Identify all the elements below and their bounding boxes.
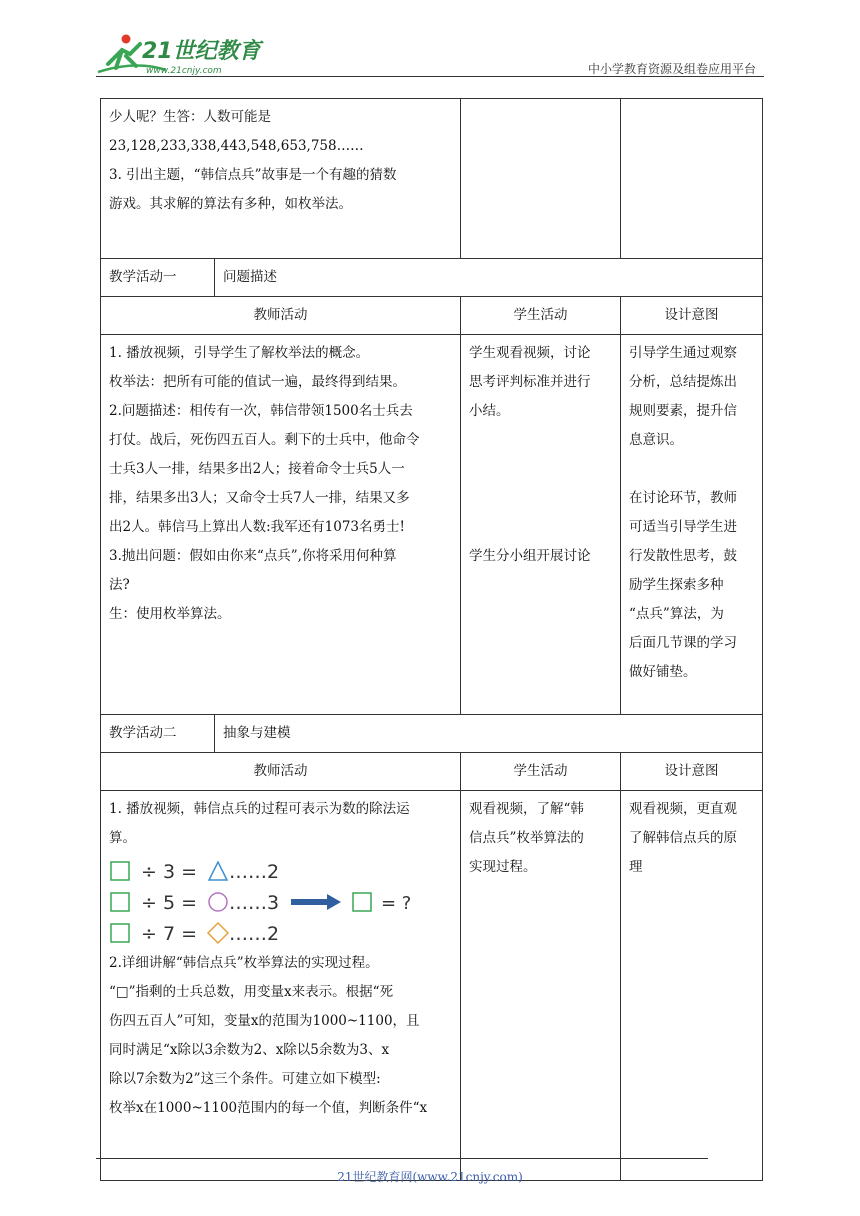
activity2-design-cell	[621, 791, 763, 1181]
student-line: 实现过程。	[469, 859, 537, 875]
activity2-label: 教学活动二	[101, 715, 215, 753]
teacher-line: 枚举x在1000~1100范围内的每一个值，判断条件“x	[109, 1100, 428, 1116]
activity1-student-cell	[461, 335, 621, 715]
teacher-line: 伤四五百人”可知，变量x的范围为1000~1100，且	[109, 1013, 420, 1029]
design-line: 引导学生通过观察	[629, 345, 738, 361]
answer-box-icon	[111, 893, 129, 911]
activity1-title: 问题描述	[215, 259, 763, 297]
teacher-line: 士兵3人一排，结果多出2人；接着命令士兵5人一	[109, 461, 405, 477]
intro-line: 3. 引出主题，“韩信点兵”故事是一个有趣的猜数	[109, 167, 397, 183]
design-line: 后面几节课的学习	[629, 635, 738, 651]
teacher-line: 枚举法：把所有可能的值试一遍，最终得到结果。	[109, 374, 406, 390]
answer-box-icon	[111, 862, 129, 880]
design-line: 可适当引导学生进	[629, 519, 738, 535]
intro-design-cell	[621, 99, 763, 259]
design-line: 观看视频，更直观	[629, 801, 738, 817]
lesson-table	[100, 98, 763, 1181]
student-line: 学生分小组开展讨论	[469, 548, 591, 564]
formula-svg	[109, 857, 429, 949]
teacher-line: 3.抛出问题：假如由你来“点兵”,你将采用何种算	[109, 548, 397, 564]
student-line: 观看视频，了解“韩	[469, 801, 584, 817]
intro-row	[101, 99, 763, 259]
teacher-line: 1. 播放视频，韩信点兵的过程可表示为数的除法运	[109, 801, 410, 817]
teacher-line: 打仗。战后，死伤四五百人。剩下的士兵中，他命令	[109, 432, 420, 448]
col-design-intent: 设计意图	[621, 297, 763, 335]
col-student-activity: 学生活动	[461, 753, 621, 791]
logo-21cnjy	[96, 30, 266, 78]
teacher-line: 排，结果多出3人；又命令士兵7人一排，结果又多	[109, 490, 410, 506]
teacher-line: 算。	[109, 830, 136, 846]
activity2-column-headers	[101, 753, 763, 791]
diamond-icon	[208, 923, 228, 943]
design-line: 息意识。	[629, 432, 684, 448]
answer-box-icon	[353, 893, 371, 911]
design-line: 理	[629, 859, 643, 875]
footer-rule	[96, 1158, 708, 1159]
teacher-line: “□”指剩的士兵总数，用变量x来表示。根据“死	[109, 984, 394, 1000]
activity2-title-row	[101, 715, 763, 753]
activity2-teacher-cell	[101, 791, 461, 1181]
intro-cell	[101, 99, 461, 259]
intro-line: 23,128,233,338,443,548,653,758……	[109, 138, 364, 154]
design-line: “点兵”算法，为	[629, 606, 724, 622]
intro-student-cell	[461, 99, 621, 259]
col-design-intent: 设计意图	[621, 753, 763, 791]
student-line: 思考评判标准并进行	[469, 374, 591, 390]
teacher-line: 1. 播放视频，引导学生了解枚举法的概念。	[109, 345, 370, 361]
activity1-column-headers	[101, 297, 763, 335]
activity2-student-cell	[461, 791, 621, 1181]
student-line: 小结。	[469, 403, 510, 419]
division-operator: ÷ 5 =	[141, 892, 198, 914]
col-teacher-activity: 教师活动	[101, 297, 461, 335]
header-rule	[96, 76, 764, 77]
teacher-line: 同时满足“x除以3余数为2、x除以5余数为3、x	[109, 1042, 390, 1058]
activity1-title-row	[101, 259, 763, 297]
circle-icon	[209, 893, 227, 911]
page-header	[96, 30, 764, 78]
design-line: 分析，总结提炼出	[629, 374, 738, 390]
intro-line: 少人呢？生答：人数可能是	[109, 109, 271, 125]
triangle-icon	[209, 862, 227, 880]
design-line: 做好铺垫。	[629, 664, 697, 680]
logo-url: www.21cnjy.com	[146, 66, 222, 76]
design-line: 在讨论环节，教师	[629, 490, 738, 506]
teacher-line: 出2人。韩信马上算出人数:我军还有1073名勇士!	[109, 519, 405, 535]
remainder-text: ……2	[229, 923, 280, 945]
student-line: 信点兵”枚举算法的	[469, 830, 584, 846]
arrow-right-icon	[291, 894, 341, 910]
footer-source: 21世纪教育网(www.21cnjy.com)	[337, 1170, 523, 1184]
design-line: 规则要素，提升信	[629, 403, 738, 419]
result-question: = ?	[381, 893, 412, 914]
division-formula-figure	[109, 857, 452, 949]
remainder-text: ……2	[229, 861, 280, 883]
design-line: 了解韩信点兵的原	[629, 830, 738, 846]
activity1-design-cell	[621, 335, 763, 715]
col-teacher-activity: 教师活动	[101, 753, 461, 791]
answer-box-icon	[111, 924, 129, 942]
design-line: 励学生探索多种	[629, 577, 724, 593]
platform-title: 中小学教育资源及组卷应用平台	[587, 62, 756, 76]
division-operator: ÷ 3 =	[141, 861, 198, 883]
division-operator: ÷ 7 =	[141, 923, 198, 945]
col-student-activity: 学生活动	[461, 297, 621, 335]
teacher-line: 生：使用枚举算法。	[109, 606, 231, 622]
remainder-text: ……3	[229, 892, 280, 914]
teacher-line: 2.详细讲解“韩信点兵”枚举算法的实现过程。	[109, 955, 379, 971]
teacher-line: 除以7余数为2”这三个条件。可建立如下模型:	[109, 1071, 381, 1087]
activity1-teacher-cell	[101, 335, 461, 715]
activity1-label: 教学活动一	[101, 259, 215, 297]
teacher-line: 法?	[109, 577, 130, 593]
logo-text: 21世纪教育	[142, 39, 261, 64]
student-line: 学生观看视频，讨论	[469, 345, 591, 361]
teacher-line: 2.问题描述：相传有一次，韩信带领1500名士兵去	[109, 403, 413, 419]
activity1-content-row	[101, 335, 763, 715]
intro-line: 游戏。其求解的算法有多种，如枚举法。	[109, 196, 352, 212]
activity2-content-row	[101, 791, 763, 1181]
design-line: 行发散性思考，鼓	[629, 548, 738, 564]
activity2-title: 抽象与建模	[215, 715, 763, 753]
